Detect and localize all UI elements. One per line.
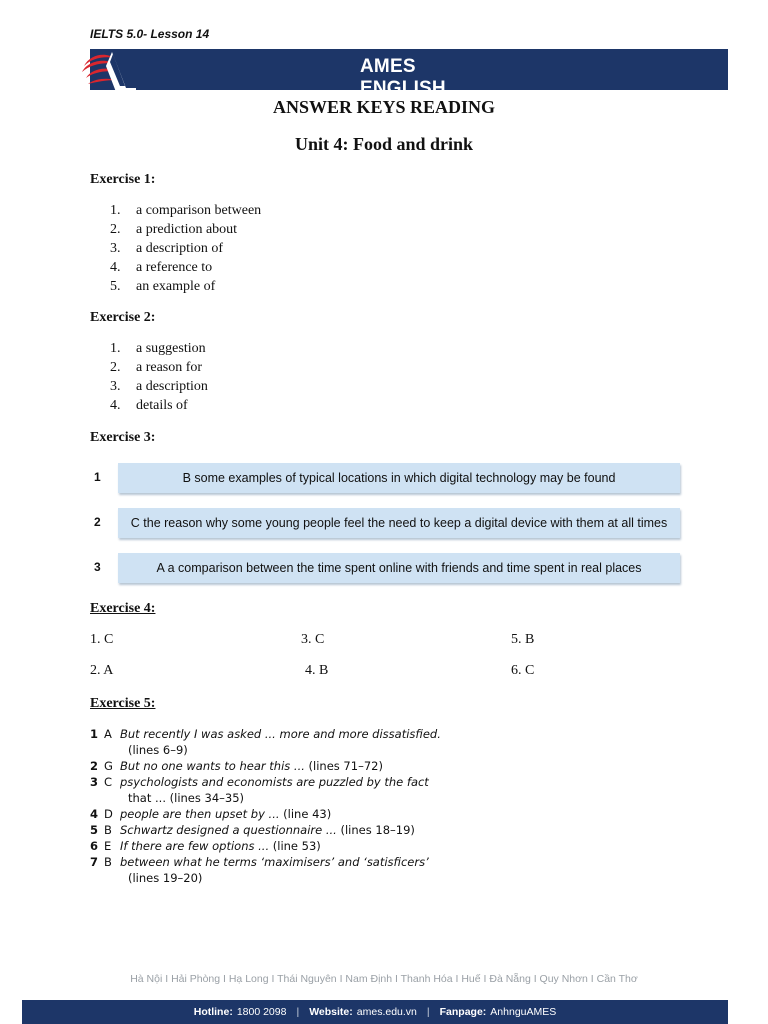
- hotline-label: Hotline:: [193, 1006, 233, 1018]
- footer-bar: [22, 1000, 728, 1024]
- list-item-continuation: (lines 6–9): [128, 743, 188, 757]
- list-item: 2 G But no one wants to hear this ... (lines 71–72): [90, 759, 383, 773]
- exercise-1-list: [110, 201, 261, 296]
- match-row: [90, 463, 680, 493]
- exercise-2-heading: Exercise 2:: [90, 310, 156, 325]
- website-link[interactable]: ames.edu.vn: [356, 1006, 417, 1018]
- match-number: 2: [94, 515, 101, 529]
- exercise-5-heading: Exercise 5:: [90, 696, 156, 711]
- hotline-number: 1800 2098: [236, 1006, 287, 1018]
- exercise-5-list: [90, 726, 441, 886]
- list-item: 4 D people are then upset by ... (line 43): [90, 807, 332, 821]
- page-title: ANSWER KEYS READING: [272, 97, 496, 117]
- list-item: 6 E If there are few options ... (line 53): [90, 839, 321, 853]
- answer-item: 5. B: [511, 632, 535, 647]
- list-item: 1 A But recently I was asked ... more and more dissatisfied.: [90, 727, 441, 741]
- fanpage-link[interactable]: AnhnguAMES: [490, 1006, 557, 1018]
- list-item: 4. a reference to: [110, 260, 213, 275]
- match-answer-box: C the reason why some young people feel the need to keep a digital device with them at all times: [118, 508, 680, 538]
- list-item: 3 C psychologists and economists are puzzled by the fact: [90, 775, 429, 789]
- list-item: 3. a description of: [110, 241, 224, 256]
- answer-item: 6. C: [511, 663, 535, 678]
- list-item: 2. a prediction about: [110, 222, 238, 237]
- document-label: IELTS 5.0- Lesson 14: [90, 27, 210, 41]
- footer-cities: Hà Nội I Hải Phòng I Hạ Long I Thái Nguyên I Nam Định I Thanh Hóa I Huế I Đà Nẵng I Quy Nhơn I Cần Thơ: [130, 973, 638, 985]
- match-answer-box: A a comparison between the time spent online with friends and time spent in real places: [118, 553, 680, 583]
- website-label: Website:: [309, 1006, 353, 1018]
- brand-name: AMES ENGLISH: [360, 56, 446, 99]
- list-item-continuation: (lines 19–20): [128, 871, 203, 885]
- list-item: 2. a reason for: [110, 360, 203, 375]
- list-item: 5 B Schwartz designed a questionnaire ... (lines 18–19): [90, 823, 415, 837]
- answer-item: 1. C: [90, 632, 114, 647]
- list-item: 1. a comparison between: [110, 203, 262, 218]
- list-item: 3. a description: [110, 379, 208, 394]
- match-row: [90, 508, 680, 538]
- separator: |: [296, 1006, 300, 1018]
- match-row: [90, 553, 680, 583]
- exercise-2-list: [110, 339, 208, 415]
- list-item: 7 B between what he terms ‘maximisers’ and ‘satisficers’: [90, 855, 429, 869]
- list-item-continuation: that ... (lines 34–35): [128, 791, 245, 805]
- list-item: 1. a suggestion: [110, 341, 206, 356]
- exercise-1-heading: Exercise 1:: [90, 172, 156, 187]
- exercise-4-heading: Exercise 4:: [90, 601, 156, 616]
- answer-item: 4. B: [305, 663, 329, 678]
- list-item: 5. an example of: [110, 279, 216, 294]
- separator: |: [426, 1006, 430, 1018]
- match-number: 3: [94, 560, 101, 574]
- exercise-3-heading: Exercise 3:: [90, 430, 156, 445]
- answer-item: 3. C: [301, 632, 325, 647]
- match-answer-box: B some examples of typical locations in which digital technology may be found: [118, 463, 680, 493]
- list-item: 4. details of: [110, 398, 188, 413]
- fanpage-label: Fanpage:: [439, 1006, 487, 1018]
- match-number: 1: [94, 470, 101, 484]
- ames-logo-icon: [76, 48, 136, 92]
- answer-item: 2. A: [90, 663, 114, 678]
- page-subtitle: Unit 4: Food and drink: [294, 134, 474, 154]
